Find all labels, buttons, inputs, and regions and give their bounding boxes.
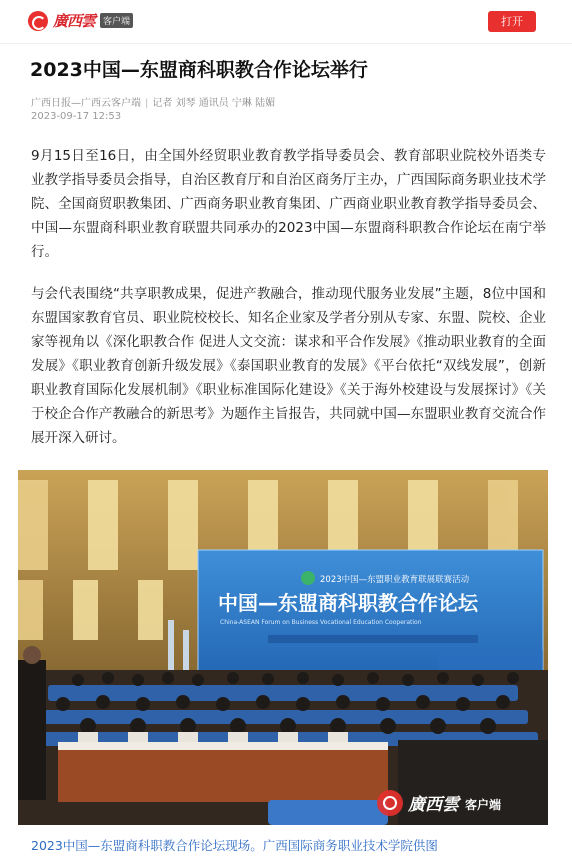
article-meta [31,94,275,109]
screen-english-text: China-ASEAN Forum on Business Vocational Education Cooperation [220,619,422,626]
logo-text: 廣西雲 [53,12,96,30]
forum-scene-image [18,470,548,825]
watermark-tag: 客户端 [465,798,502,812]
top-bar [0,0,572,44]
article-byline: 记者 刘琴 通讯员 宁琳 陆媚 [152,98,276,109]
screen-top-text: 2023中国—东盟职业教育联展联赛活动 [320,575,470,585]
photo-caption: 2023中国—东盟商科职教合作论坛现场。广西国际商务职业技术学院供图 [31,838,438,853]
article-title: 2023中国—东盟商科职教合作论坛举行 [30,59,368,81]
article-photo[interactable] [18,470,548,825]
meta-separator: | [145,98,149,109]
logo-icon [28,11,48,31]
logo-tag: 客户端 [100,13,133,28]
open-app-button[interactable]: 打开 [488,11,536,32]
article-date: 2023-09-17 12:53 [31,111,122,122]
article-source: 广西日报—广西云客户端 [31,98,141,109]
watermark-text: 廣西雲 [408,795,459,815]
article-paragraph: 9月15日至16日，由全国外经贸职业教育教学指导委员会、教育部职业院校外语类专业教学指导委员会指导，自治区教育厅和自治区商务厅主办，广西国际商务职业技术学院、全国商贸职教集团、广西商务职业教育集团、广西商业职业教育教学指导委员会、中国—东盟商科职业教育联盟共同承办的2023中国—东盟商科职教合作论坛在南宁举行。 [31,148,546,260]
article-paragraph: 与会代表围绕“共享职教成果，促进产教融合，推动现代服务业发展”主题，8位中国和东盟国家教育官员、职业院校校长、知名企业家及学者分别从专家、东盟、院校、企业家等视角以《深化职教合作 促进人文交流：谋求和平合作发展》《推动职业教育的全面发展》《职业教育创新升级发展》《泰国职业教育的发展》《平台依托“双线发展”，创新职业教育国际化发展机制》《职业标准国际化建设》《关于海外校建设与发展探讨》《关于校企合作产教融合的新思考》为题作主旨报告，共同就中国—东盟职业教育交流合作展开深入研讨。 [31,286,546,446]
screen-main-text: 中国—东盟商科职教合作论坛 [218,591,478,615]
app-logo[interactable] [28,10,133,31]
